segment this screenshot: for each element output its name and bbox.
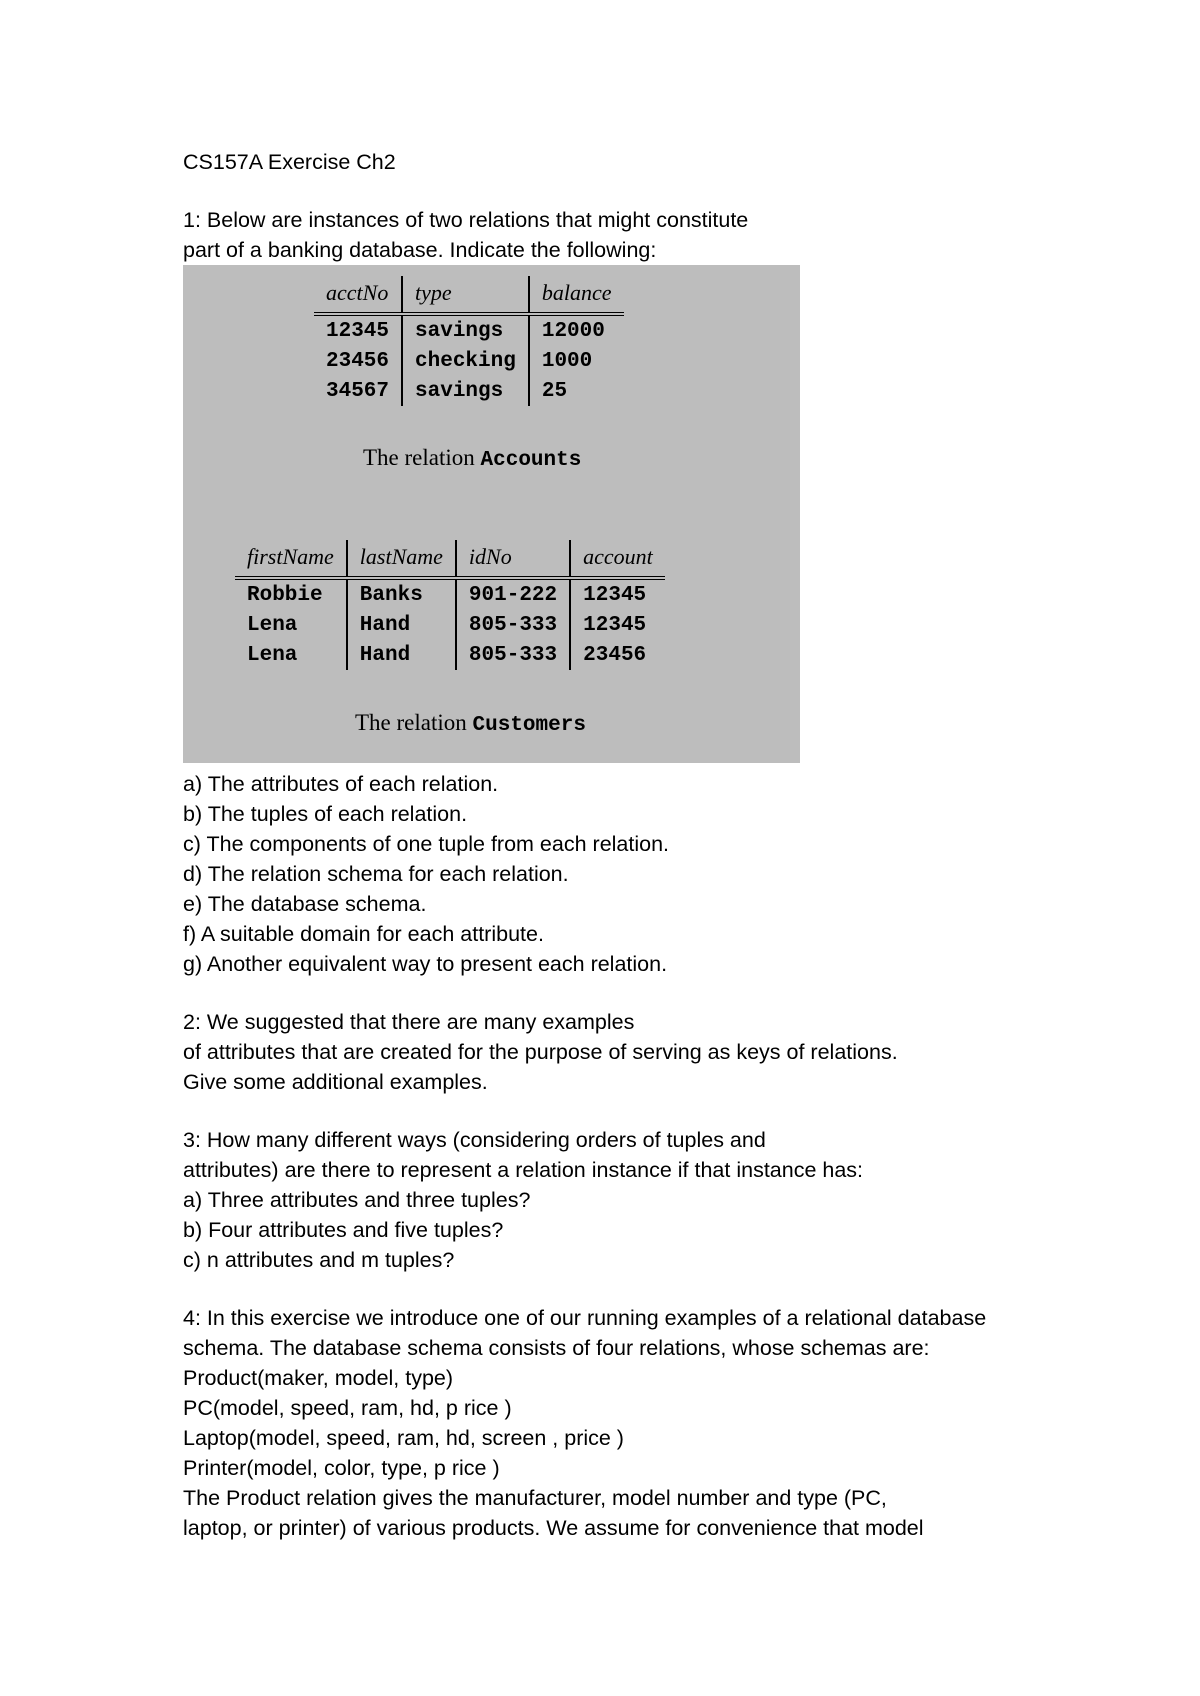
q4-line: PC(model, speed, ram, hd, p rice ) — [183, 1396, 512, 1420]
customers-header-cell: firstName — [235, 540, 347, 578]
table-cell: Hand — [347, 640, 456, 670]
table-cell: 12000 — [529, 314, 624, 346]
q4-line: laptop, or printer) of various products. We assume for convenience that model — [183, 1516, 924, 1540]
table-cell: 34567 — [326, 379, 390, 403]
accounts-caption-name: Accounts — [480, 449, 582, 472]
customers-caption-prefix: The relation — [355, 710, 473, 735]
accounts-caption — [363, 445, 581, 472]
q3-line: attributes) are there to represent a relation instance if that instance has: — [183, 1158, 864, 1182]
customers-table — [235, 540, 665, 670]
table-cell: checking — [402, 346, 529, 376]
table-cell: Lena — [247, 613, 298, 637]
table-cell: 1000 — [529, 346, 624, 376]
document-title: CS157A Exercise Ch2 — [183, 150, 396, 174]
customers-header-cell: idNo — [456, 540, 570, 578]
accounts-header-cell: balance — [529, 276, 624, 314]
table-cell: 25 — [529, 376, 624, 406]
relations-figure — [183, 265, 800, 763]
accounts-table — [314, 276, 624, 406]
table-cell: 23456 — [326, 349, 390, 373]
q1-item-d: d) The relation schema for each relation. — [183, 862, 569, 886]
q4-line: 4: In this exercise we introduce one of our running examples of a relational database — [183, 1306, 987, 1330]
table-cell: 805-333 — [456, 610, 570, 640]
q4-line: Laptop(model, speed, ram, hd, screen , price ) — [183, 1426, 624, 1450]
q1-item-g: g) Another equivalent way to present each relation. — [183, 952, 668, 976]
q4-line: Product(maker, model, type) — [183, 1366, 454, 1390]
q1-intro-line-2: part of a banking database. Indicate the following: — [183, 238, 657, 262]
table-cell: Lena — [247, 643, 298, 667]
q1-intro-line-1: 1: Below are instances of two relations that might constitute — [183, 208, 749, 232]
customers-caption-name: Customers — [472, 714, 586, 737]
customers-header-cell: lastName — [347, 540, 456, 578]
q4-line: schema. The database schema consists of four relations, whose schemas are: — [183, 1336, 930, 1360]
q1-item-f: f) A suitable domain for each attribute. — [183, 922, 544, 946]
q2-line: of attributes that are created for the purpose of serving as keys of relations. — [183, 1040, 898, 1064]
table-cell: 12345 — [570, 578, 665, 610]
table-row — [314, 376, 624, 406]
table-row — [235, 640, 665, 670]
q1-item-c: c) The components of one tuple from each relation. — [183, 832, 670, 856]
table-row — [235, 578, 665, 610]
q2-line: Give some additional examples. — [183, 1070, 488, 1094]
q1-item-b: b) The tuples of each relation. — [183, 802, 468, 826]
customers-header-row — [235, 540, 665, 578]
table-cell: 805-333 — [456, 640, 570, 670]
table-cell: 901-222 — [456, 578, 570, 610]
q4-line: Printer(model, color, type, p rice ) — [183, 1456, 500, 1480]
q2-line: 2: We suggested that there are many examples — [183, 1010, 635, 1034]
accounts-header-cell: type — [402, 276, 529, 314]
q3-line: 3: How many different ways (considering orders of tuples and — [183, 1128, 766, 1152]
q3-line: b) Four attributes and five tuples? — [183, 1218, 504, 1242]
table-row — [314, 346, 624, 376]
customers-header-cell: account — [570, 540, 665, 578]
table-row — [235, 610, 665, 640]
table-row — [314, 314, 624, 346]
table-cell: savings — [402, 314, 529, 346]
accounts-caption-prefix: The relation — [363, 445, 481, 470]
q1-item-a: a) The attributes of each relation. — [183, 772, 499, 796]
q4-line: The Product relation gives the manufacturer, model number and type (PC, — [183, 1486, 887, 1510]
table-cell: Banks — [347, 578, 456, 610]
table-cell: 12345 — [326, 319, 390, 343]
table-cell: Hand — [347, 610, 456, 640]
customers-caption — [355, 710, 586, 737]
table-cell: savings — [402, 376, 529, 406]
accounts-header-row — [314, 276, 624, 314]
table-cell: 23456 — [570, 640, 665, 670]
q1-item-e: e) The database schema. — [183, 892, 427, 916]
q3-line: c) n attributes and m tuples? — [183, 1248, 455, 1272]
table-cell: Robbie — [247, 583, 323, 607]
table-cell: 12345 — [570, 610, 665, 640]
q3-line: a) Three attributes and three tuples? — [183, 1188, 531, 1212]
accounts-header-cell: acctNo — [314, 276, 402, 314]
